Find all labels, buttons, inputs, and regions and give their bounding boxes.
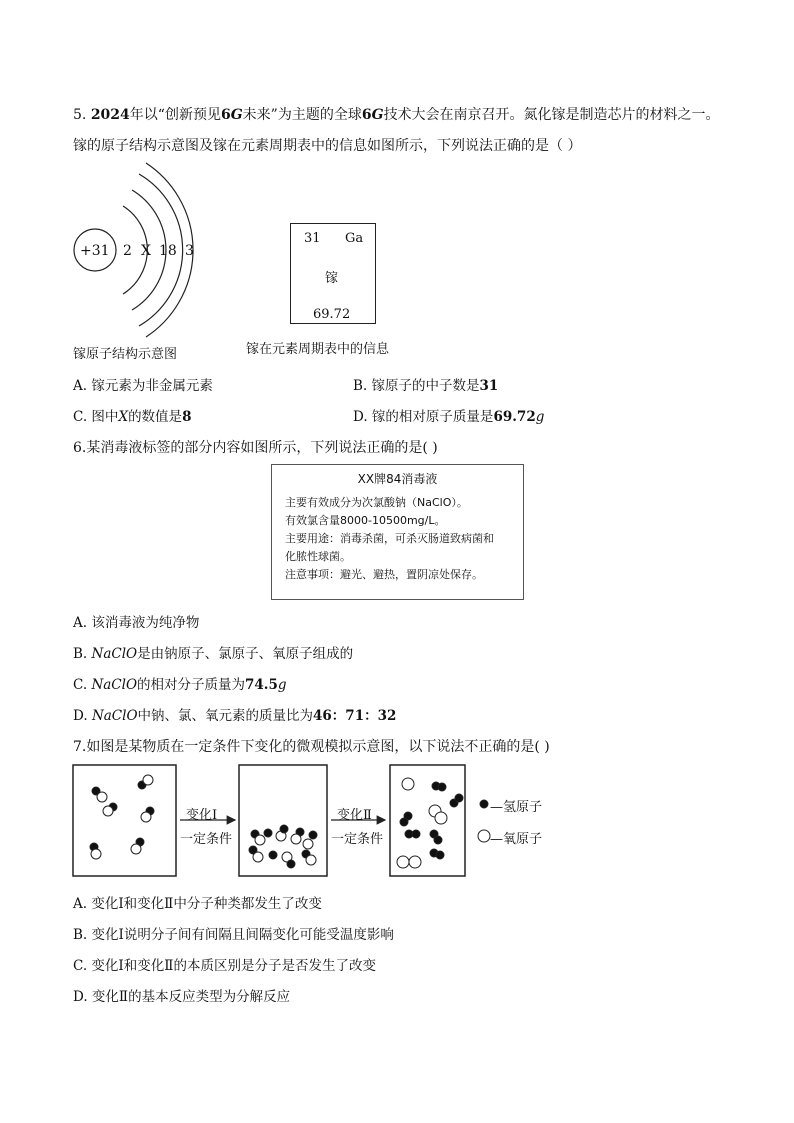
q5-stem-line1: 5. 2024年以“创新预见6G未来”为主题的全球6G技术大会在南京召开。氮化镓是制造芯片的材料之一。 [73, 107, 720, 123]
element-card [290, 223, 376, 324]
molecular-change-diagram [70, 762, 480, 880]
legend-oxygen: —氧原子 [490, 832, 543, 847]
legend-hydrogen: —氢原子 [490, 800, 543, 815]
label-line: 注意事项：避光、避热，置阴凉处保存。 [285, 568, 483, 581]
atomic-number: 31 [304, 231, 321, 246]
q7-option-d[interactable]: D. 变化Ⅱ的基本反应类型为分解反应 [73, 989, 291, 1005]
label-line: 主要有效成分为次氯酸钠（NaClO）。 [285, 496, 468, 509]
q7-stem: 7.如图是某物质在一定条件下变化的微观模拟示意图，以下说法不正确的是( ) [73, 739, 550, 755]
q7-option-b[interactable]: B. 变化Ⅰ说明分子间有间隔且间隔变化可能受温度影响 [73, 927, 394, 943]
q6-option-a[interactable]: A. 该消毒液为纯净物 [73, 615, 200, 631]
element-caption: 镓在元素周期表中的信息 [246, 342, 390, 357]
atom-shell-3: 18 [159, 243, 177, 259]
q6-stem: 6.某消毒液标签的部分内容如图所示，下列说法正确的是( ) [73, 440, 438, 456]
q7-option-a[interactable]: A. 变化Ⅰ和变化Ⅱ中分子种类都发生了改变 [73, 896, 322, 912]
element-name: 镓 [325, 271, 339, 286]
element-symbol: Ga [345, 231, 364, 246]
arrow2-top-label: 变化Ⅱ [337, 808, 372, 823]
q7-option-c[interactable]: C. 变化Ⅰ和变化Ⅱ的本质区别是分子是否发生了改变 [73, 958, 376, 974]
q5-option-a[interactable]: A. 镓元素为非金属元素 [73, 378, 213, 394]
q6-option-b[interactable]: B. NaClO是由钠原子、氯原子、氧原子组成的 [73, 646, 354, 662]
q5-option-c[interactable]: C. 图中X的数值是8 [73, 409, 192, 425]
atom-caption: 镓原子结构示意图 [73, 347, 178, 362]
label-line: 化脓性球菌。 [285, 550, 351, 563]
q6-option-c[interactable]: C. NaClO的相对分子质量为74.5g [73, 677, 287, 693]
atom-shell-2: X [141, 243, 151, 259]
oxygen-atom-icon [478, 830, 490, 842]
atomic-mass: 69.72 [313, 307, 351, 322]
q6-option-d[interactable]: D. NaClO中钠、氯、氧元素的质量比为46：71：32 [73, 708, 397, 724]
atom-shell-4: 3 [185, 243, 194, 259]
q5-stem-line2: 镓的原子结构示意图及镓在元素周期表中的信息如图所示，下列说法正确的是（ ） [73, 138, 582, 154]
atom-nucleus-charge: +31 [80, 243, 110, 259]
q5-option-b[interactable]: B. 镓原子的中子数是31 [353, 378, 499, 394]
label-line: 主要用途：消毒杀菌，可杀灭肠道致病菌和 [285, 532, 494, 545]
label-line: 有效氯含量8000-10500mg/L。 [285, 514, 446, 527]
disinfectant-label [271, 464, 524, 600]
arrow1-bottom-label: 一定条件 [180, 832, 233, 847]
label-title: XX牌84消毒液 [357, 472, 438, 486]
arrow1-top-label: 变化Ⅰ [186, 808, 218, 823]
atom-shell-1: 2 [123, 243, 132, 259]
q5-option-d[interactable]: D. 镓的相对原子质量是69.72g [353, 409, 545, 425]
arrow2-bottom-label: 一定条件 [331, 832, 384, 847]
hydrogen-atom-icon [480, 800, 488, 808]
